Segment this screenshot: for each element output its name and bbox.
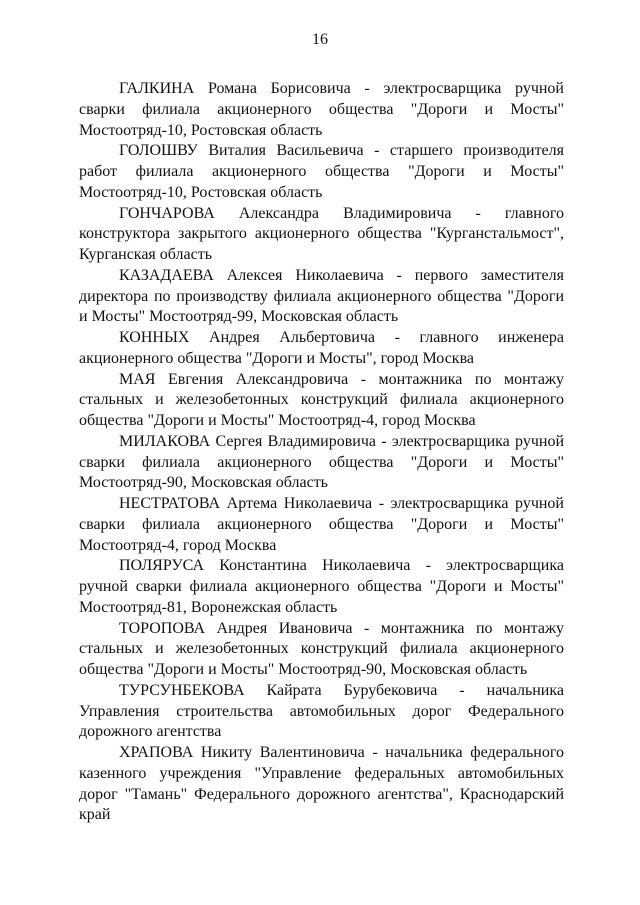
page-number: 16 bbox=[312, 31, 328, 48]
entry-line: НЕСТРАТОВА Артема Николаевича - электросварщика ручной bbox=[119, 495, 564, 512]
entry-line: Мостоотряд-81, Воронежская область bbox=[79, 598, 338, 616]
entry-line: казенного учреждения "Управление федеральных автомобильных bbox=[79, 764, 564, 782]
entry-line: ГАЛКИНА Романа Борисовича - электросварщика ручной bbox=[119, 80, 564, 97]
entry-line: МИЛАКОВА Сергея Владимировича - электросварщика ручной bbox=[119, 432, 564, 450]
list-item bbox=[79, 328, 564, 370]
entry-line: дорожного агентства bbox=[79, 723, 222, 741]
entry-line: КОННЫХ Андрея Альбертовича - главного инженера bbox=[119, 329, 564, 346]
entry-line: сварки филиала акционерного общества "Дороги и Мосты" bbox=[79, 453, 564, 471]
entry-line: сварки филиала акционерного общества "Дороги и Мосты" bbox=[79, 100, 564, 118]
entry-line: КАЗАДАЕВА Алексея Николаевича - первого заместителя bbox=[119, 266, 564, 284]
entry-line: Управления строительства автомобильных дорог Федерального bbox=[79, 702, 564, 720]
entry-line: Мостоотряд-10, Ростовская область bbox=[79, 121, 323, 139]
entry-line: Мостоотряд-90, Московская область bbox=[79, 474, 328, 492]
entry-line: ГОНЧАРОВА Александра Владимировича - главного bbox=[119, 204, 564, 222]
list-item bbox=[79, 141, 564, 203]
entry-line: конструктора закрытого акционерного общества "Курганстальмост", bbox=[79, 225, 564, 243]
entry-line: ТОРОПОВА Андрея Ивановича - монтажника по монтажу bbox=[119, 619, 564, 637]
entry-line: и Мосты" Мостоотряд-99, Московская область bbox=[79, 308, 399, 326]
entry-line: ручной сварки филиала акционерного общества "Дороги и Мосты" bbox=[79, 578, 564, 595]
entry-line: Курганская область bbox=[79, 246, 213, 263]
entry-line: акционерного общества "Дороги и Мосты", город Москва bbox=[79, 349, 475, 367]
list-item bbox=[79, 266, 564, 328]
entry-line: стальных и железобетонных конструкций филиала акционерного bbox=[79, 640, 564, 658]
list-item bbox=[79, 204, 564, 266]
award-list bbox=[79, 79, 564, 826]
list-item bbox=[79, 743, 564, 826]
list-item bbox=[79, 681, 564, 743]
list-item bbox=[79, 370, 564, 432]
entry-line: ТУРСУНБЕКОВА Кайрата Бурубековича - начальника bbox=[119, 681, 564, 699]
list-item bbox=[79, 494, 564, 556]
entry-line: ПОЛЯРУСА Константина Николаевича - электросварщика bbox=[119, 557, 564, 575]
entry-line: работ филиала акционерного общества "Дороги и Мосты" bbox=[79, 163, 564, 180]
entry-line: сварки филиала акционерного общества "Дороги и Мосты" bbox=[79, 515, 564, 533]
list-item bbox=[79, 619, 564, 681]
entry-line: МАЯ Евгения Александровича - монтажника по монтажу bbox=[119, 370, 564, 388]
entry-line: общества "Дороги и Мосты" Мостоотряд-90, Московская область bbox=[79, 661, 528, 678]
entry-line: общества "Дороги и Мосты" Мостоотряд-4, город Москва bbox=[79, 412, 476, 429]
entry-line: край bbox=[79, 806, 111, 824]
list-item bbox=[79, 556, 564, 618]
entry-line: Мостоотряд-10, Ростовская область bbox=[79, 183, 323, 201]
list-item bbox=[79, 432, 564, 494]
entry-line: ГОЛОШВУ Виталия Васильевича - старшего производителя bbox=[119, 142, 564, 160]
list-item bbox=[79, 79, 564, 141]
entry-line: стальных и железобетонных конструкций филиала акционерного bbox=[79, 391, 564, 409]
entry-line: Мостоотряд-4, город Москва bbox=[79, 536, 277, 554]
entry-line: ХРАПОВА Никиту Валентиновича - начальника федерального bbox=[119, 744, 564, 761]
entry-line: директора по производству филиала акционерного общества "Дороги bbox=[79, 287, 564, 305]
entry-line: дорог "Тамань" Федерального дорожного агентства", Краснодарский bbox=[79, 785, 564, 803]
